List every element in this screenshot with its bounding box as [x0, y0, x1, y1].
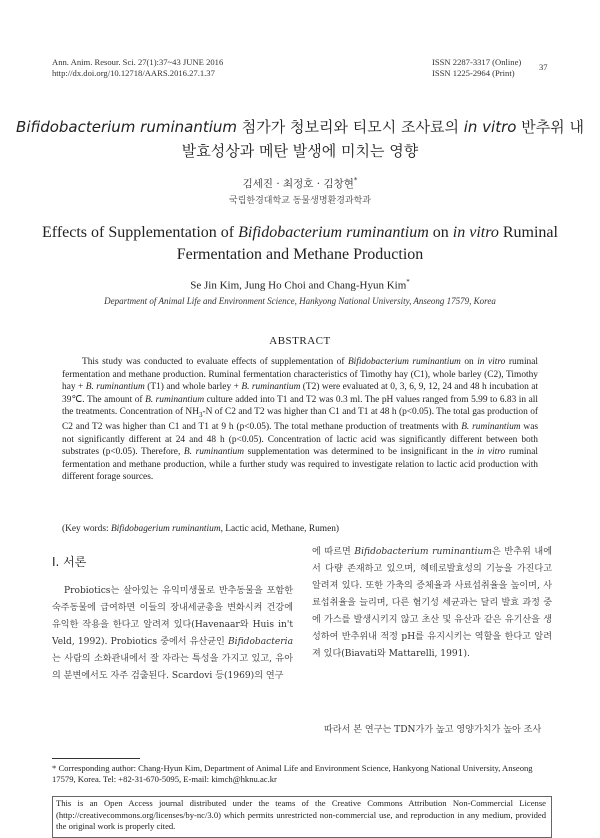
footnote-divider [52, 758, 140, 759]
abstract-invitro: in vitro [476, 447, 506, 458]
abstract-species: B. ruminantium [183, 447, 245, 458]
english-authors-names: Se Jin Kim, Jung Ho Choi and Chang-Hyun Kim [190, 279, 407, 292]
journal-citation [52, 57, 223, 79]
korean-authors [0, 176, 600, 191]
abstract-text: (T2) were evaluated at 0, 3, 6, 9, 12, 24 and 48 h incubation at 39℃. The amount of [62, 382, 539, 405]
body-column-left [52, 583, 293, 685]
english-title-species: Bifidobacterium ruminantium [238, 224, 429, 241]
doi-link[interactable]: http://dx.doi.org/10.12718/AARS.2016.27.1.37 [52, 68, 215, 78]
abstract-species: B. ruminantium [241, 382, 301, 392]
issn-print: ISSN 1225-2964 (Print) [432, 68, 515, 78]
issn-block [432, 57, 521, 79]
abstract-text: culture added into T1 and T2 was 0.3 ml. The pH values ranged from 5.99 to 6.83 in all the treatments. Concentration of NH [62, 394, 538, 417]
korean-title-invitro: in vitro [463, 118, 517, 136]
body-text: Probiotics는 살아있는 유익미생물로 반추동물을 포함한 숙주동물에 급여하면 이들의 장내세균총을 변화시켜 건강에 유익한 작용을 한다고 알려져 있다(Havenaar와 Huis in't Veld, 1992). Probiotics 중에서 유산균인 [52, 586, 293, 647]
english-title-part2: on [428, 224, 453, 241]
abstract-body [62, 356, 538, 484]
body-species: Bifidobacteria [227, 637, 293, 647]
english-title-invitro: in vitro [452, 224, 499, 241]
abstract-species: B. ruminantium [85, 382, 145, 392]
body-text: 는 사람의 소화관내에서 잘 자라는 특성을 가지고 있고, 유아의 분변에서도 자주 검출된다. Scardovi 등(1969)의 연구 [52, 654, 293, 681]
keywords-label: (Key words: [62, 524, 111, 534]
body-text: 에 따르면 [312, 547, 355, 557]
issn-online: ISSN 2287-3317 (Online) [432, 57, 522, 67]
abstract-text: (T1) and whole barley + [144, 382, 242, 392]
english-title-line1 [40, 222, 560, 244]
korean-title-species: Bifidobacterium ruminantium [16, 118, 238, 136]
keywords [62, 524, 339, 534]
abstract-text: was not significantly different at 24 and 48 h (p<0.05). Concentration of lactic acid was significantly different between both substrates (p<0.05). Therefore, [62, 422, 539, 458]
korean-title-line2: 발효성상과 메탄 발생에 미치는 영향 [181, 142, 419, 160]
english-authors [0, 278, 600, 292]
abstract-text: ruminal fermentation and methane production. Ruminal fermentation characteristics of Timothy hay (C1), whole barley (C2), Timothy hay + [62, 357, 539, 392]
english-title-part1: Effects of Supplementation of [42, 224, 239, 241]
abstract-heading: ABSTRACT [269, 335, 331, 347]
abstract-species: B. ruminantium [461, 422, 521, 433]
english-title [40, 222, 560, 266]
license-text: This is an Open Access journal distributed under the teams of the Creative Commons Attribution Non-Commercial License (http://creativecommons.org/licenses/by-nc/3.0) which permits unrestricted non-commercial use, and reproduction in any medium, provided the original work is properly cited. [56, 798, 546, 831]
page-number: 37 [539, 62, 548, 72]
english-affiliation: Department of Animal Life and Environment Science, Hankyong National University, Anseong 17579, Korea [104, 296, 496, 306]
korean-title [0, 115, 600, 163]
body-species: Bifidobacterium ruminantium [354, 547, 493, 557]
abstract-text: ruminal fermentation and methane production, while a further study was required to investigate relation to lactic acid production with different forage sources. [62, 447, 538, 483]
english-title-part3: Ruminal [498, 224, 558, 241]
abstract-subscript: 3 [198, 410, 203, 419]
korean-affiliation: 국립한경대학교 동물생명환경과학과 [229, 196, 371, 206]
abstract-text: -N of C2 and T2 was higher than C1 and T1 at 48 h (p<0.05). The total gas production of C2 and T2 was higher than C1 and T1 at 9 h (p<0.05). The total methane production of treatments with [62, 407, 539, 433]
abstract-species: Bifidobacterium ruminantium [347, 357, 461, 367]
body-text: 은 반추위 내에서 다량 존재하고 있으며, 혜테로발효성의 기능을 가진다고 알려져 있다. 또한 가축의 증체율과 사료섭취율을 높이며, 사료섭취율을 늘리며, 다른 혐기성 세균과는 달리 발효 과정 중에 가스를 발생시키지 않고 초산 및 유산과 같은 유기산을 생성하여 반추위내 적정 pH를 유지시키는 역할을 한다고 알려져 있다(Biavati와 Mattarelli, 1991). [312, 547, 552, 659]
korean-authors-names: 김세진 · 최정호 · 김창현 [242, 178, 354, 190]
body-column-right-paragraph2: 따라서 본 연구는 TDN가가 높고 영양가치가 높아 조사 [324, 725, 542, 735]
abstract-text: on [460, 357, 478, 367]
corresponding-author-footnote: * Corresponding author: Chang-Hyun Kim, Department of Animal Life and Environment Science, Hankyong National University, Anseong 17579, Korea. Tel: +82-31-670-5095, E-mail: kimch@hknu.ac.kr [52, 763, 533, 784]
section-title: Ⅰ. 서론 [52, 555, 87, 569]
abstract-text: This study was conducted to evaluate effects of supplementation of [82, 357, 348, 367]
korean-title-line1 [0, 115, 600, 139]
abstract-invitro: in vitro [477, 357, 506, 367]
korean-author-mark: * [353, 176, 358, 185]
keywords-species: Bifidobagerium ruminantium [110, 524, 221, 534]
keywords-rest: , Lactic acid, Methane, Rumen) [220, 524, 340, 534]
korean-title-part2: 반추위 내 [516, 118, 584, 136]
body-column-right [312, 544, 552, 663]
korean-title-part1: 첨가가 청보리와 티모시 조사료의 [237, 118, 464, 136]
english-author-mark: * [406, 278, 410, 286]
abstract-text: supplementation was determined to be insignificant in the [244, 447, 477, 458]
english-title-line2: Fermentation and Methane Production [176, 246, 424, 263]
abstract-species: B. ruminantium [145, 394, 205, 405]
journal-line: Ann. Anim. Resour. Sci. 27(1):37~43 JUNE 2016 [52, 57, 224, 67]
